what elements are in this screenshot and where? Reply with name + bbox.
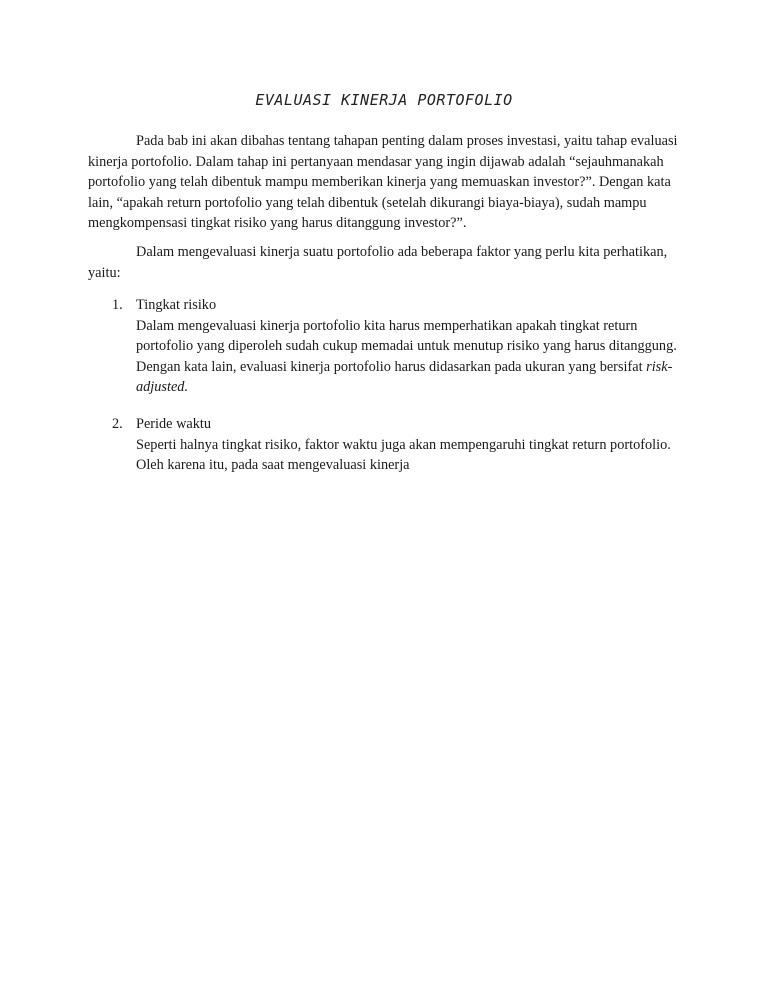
list-item-text: Dalam mengevaluasi kinerja portofolio kita harus memperhatikan apakah tingkat return portofolio yang diperoleh sudah cukup memadai untuk menutup risiko yang harus ditanggung. Dengan kata lain, evaluasi kinerja portofolio harus didasarkan pada ukuran yang bersifat (136, 317, 677, 375)
factors-paragraph: Dalam mengevaluasi kinerja suatu portofolio ada beberapa faktor yang perlu kita perhatikan, yaitu: (88, 244, 668, 281)
list-item-heading: Peride waktu (136, 416, 212, 432)
page-title: EVALUASI KINERJA PORTOFOLIO (255, 91, 513, 109)
intro-paragraph: Pada bab ini akan dibahas tentang tahapan penting dalam proses investasi, yaitu tahap evaluasi kinerja portofolio. Dalam tahap ini pertanyaan mendasar yang ingin dijawab adalah “sejauhmanakah portofolio yang telah dibentuk mampu memberikan kinerja yang memuaskan investor?”. Dengan kata lain, “apakah return portofolio yang telah dibentuk (setelah dikurangi biaya-biaya), sudah mampu mengkompensasi tingkat risiko yang harus ditanggung investor?”. (88, 133, 678, 231)
list-item-number: 2. (112, 416, 123, 432)
list-item-text: Seperti halnya tingkat risiko, faktor waktu juga akan mempengaruhi tingkat return portofolio. Oleh karena itu, pada saat mengevaluasi kinerja (136, 436, 671, 473)
list-item-description (136, 316, 680, 398)
list-item-heading: Tingkat risiko (136, 297, 217, 313)
list-item-content (136, 295, 680, 398)
list-item-content (136, 414, 680, 476)
list-item-number: 1. (112, 297, 123, 313)
list-item-emphasis: risk-adjusted. (136, 358, 673, 395)
list-item-description (136, 435, 680, 476)
